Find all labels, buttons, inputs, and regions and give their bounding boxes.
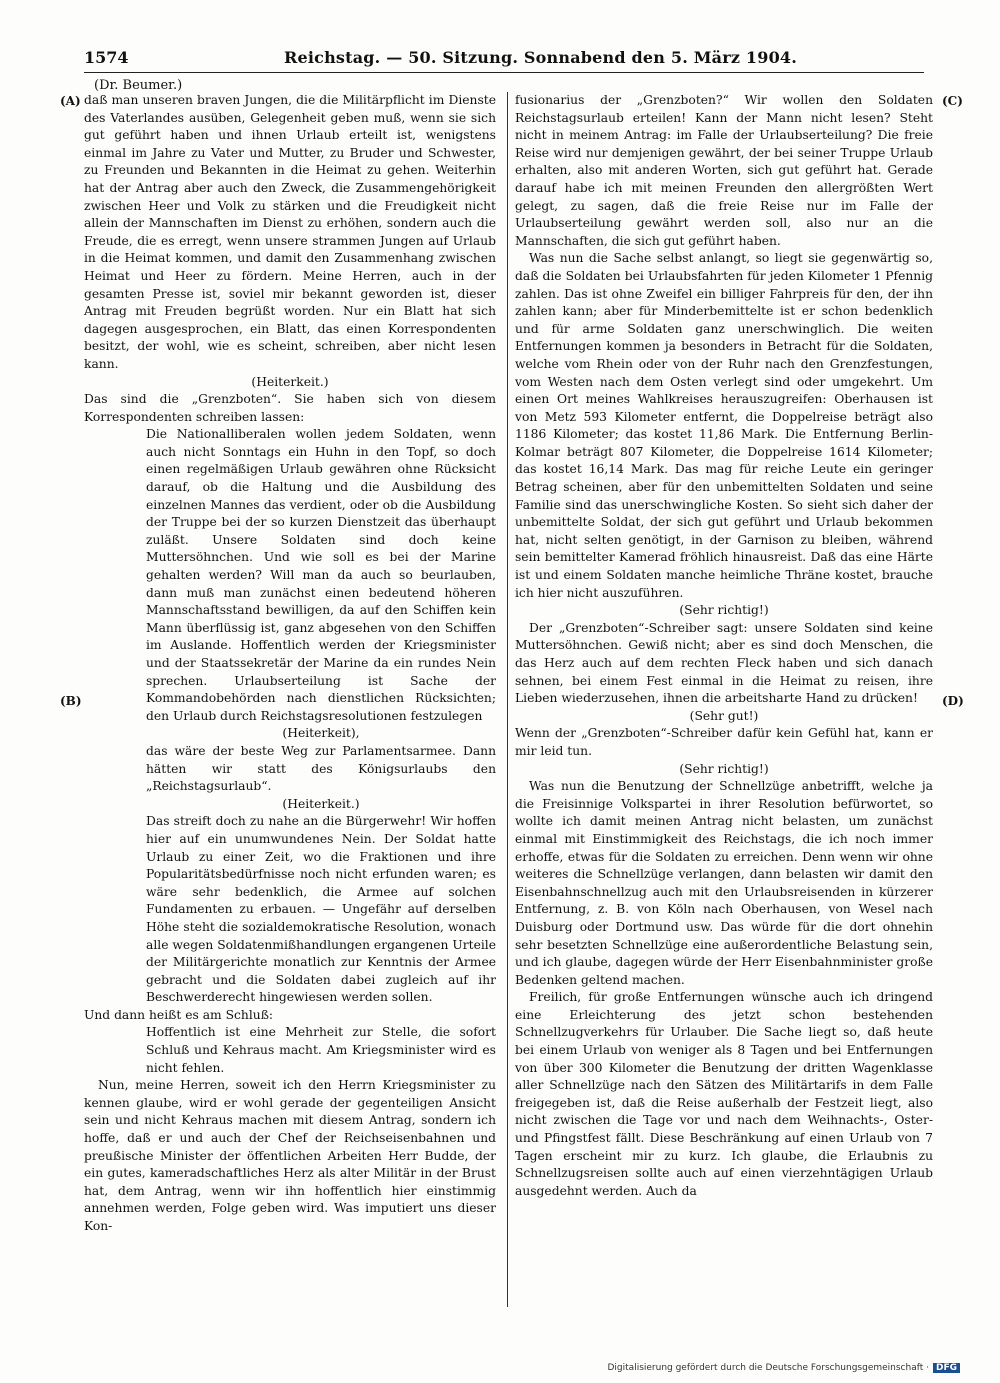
margin-marker-d: (D) <box>942 694 964 708</box>
paragraph: Das sind die „Grenzboten“. Sie haben sich von diesem Korrespondenten schreiben lassen: <box>84 392 496 424</box>
right-column <box>515 92 933 1200</box>
paragraph: fusionarius der „Grenzboten?“ Wir wollen den Soldaten Reichstagsurlaub erteilen! Kann der Mann nicht lesen? Steht nicht in meinem Antrag: im Falle der Urlaubserteilung? Die freie Reise wird nur demjenigen gewährt, der bei seiner Truppe Urlaub erhalten, also mit anderen Worten, sich gut geführt hat. Gerade darauf habe ich mit meinen Freunden den allergrößten Wert gelegt, zu sagen, daß die freie Reise nur im Falle der Urlaubserteilung gewährt werden soll, also nur an die Mannschaften, die sich gut geführt haben. <box>515 93 933 248</box>
reaction-note: (Sehr richtig!) <box>679 603 769 618</box>
running-title: Reichstag. — 50. Sitzung. Sonnabend den 5. März 1904. <box>284 48 798 67</box>
page-number: 1574 <box>84 48 129 67</box>
reaction-note: (Heiterkeit.) <box>251 374 329 389</box>
column-divider <box>507 92 508 1307</box>
paragraph: Was nun die Sache selbst anlangt, so liegt sie gegenwärtig so, daß die Soldaten bei Urlaubsfahrten für jeden Kilometer 1 Pfennig zahlen. Das ist ohne Zweifel ein billiger Fahrpreis für den, der ihn zahlen kann; aber für Minderbemittelte ist er schon bedenklich und für arme Soldaten ganz unerschwinglich. Die weiten Entfernungen kommen ja besonders in Betracht für die Soldaten, welche vom Rhein oder von der Ruhr nach den Grenzfestungen, vom Westen nach dem Osten verlegt sind oder umgekehrt. Um einen Ort meines Wahlkreises herauszugreifen: Oberhausen ist von Metz 593 Kilometer entfernt, die Doppelreise beträgt also 1186 Kilometer; das kostet 11,86 Mark. Die Entfernung Berlin-Kolmar beträgt 807 Kilometer, die Doppelreise 1614 Kilometer; das kostet 16,14 Mark. Das mag für reiche Leute ein geringer Betrag scheinen, aber für den unbemittelten Soldaten und seine Familie sind das unerschwingliche Kosten. So sieht sich daher der unbemittelte Soldat, der sich gut geführt und Urlaub bekommen hat, nicht selten genötigt, in der Garnison zu bleiben, während sein bemittelter Kamerad fröhlich hinausreist. Daß das eine Härte ist und einem Soldaten manche heimliche Thräne kostet, brauche ich hier nicht auszuführen. <box>515 251 933 600</box>
paragraph: Der „Grenzboten“-Schreiber sagt: unsere Soldaten sind keine Muttersöhnchen. Gewiß nicht; aber es sind doch Menschen, die das Herz auch auf dem rechten Fleck haben und sich danach sehnen, bei einem Fest einmal in die Heimat zu reisen, ihre Lieben wiederzusehen, ihnen die arbeitsharte Hand zu drücken! <box>515 620 933 706</box>
reaction-note: (Heiterkeit.) <box>282 796 360 811</box>
footer-credit <box>608 1363 961 1373</box>
margin-marker-a: (A) <box>60 94 81 108</box>
quoted-passage: Das streift doch zu nahe an die Bürgerwehr! Wir hoffen hier auf ein unumwundenes Nein. Der Soldat hatte Urlaub zu einer Zeit, wo die Fraktionen und ihre Popularitätsbedürfnisse noch nicht erfunden waren; es wäre sehr bedenklich, die Armee auf solchen Fundamenten zu erbauen. — Ungefähr auf derselben Höhe steht die sozialdemokratische Resolution, wonach alle wegen Soldatenmißhandlungen ergangenen Urteile der Militärgerichte monatlich zur Kenntnis der Armee gebracht und die Soldaten dabei zugleich auf ihr Beschwerderecht hingewiesen werden sollen. <box>146 814 496 1005</box>
quoted-passage: Die Nationalliberalen wollen jedem Soldaten, wenn auch nicht Sonntags ein Huhn in den Topf, so doch einen regelmäßigen Urlaub gewähren ohne Rücksicht darauf, ob die Haltung und die Ausbildung des einzelnen Mannes das verdient, oder ob die Ausbildung der Truppe bei der so kurzen Dienstzeit das überhaupt zuläßt. Unsere Soldaten sind doch keine Muttersöhnchen. Und wie soll es bei der Marine gehalten werden? Will man da auch so beurlauben, dann muß man zunächst einen bedeutend höheren Mannschaftsstand bewilligen, da auf den Schiffen kein Mann überflüssig ist, ganz abgesehen von den Schiffen im Auslande. Hoffentlich werden der Kriegsminister und der Staatssekretär der Marine da ein rundes Nein sprechen. Urlaubserteilung ist Sache der Kommandobehörden nach dienstlichen Rücksichten; den Urlaub durch Reichstagsresolutionen festzulegen <box>146 427 496 723</box>
speaker-tag: (Dr. Beumer.) <box>94 78 183 93</box>
margin-marker-b: (B) <box>60 694 82 708</box>
footer-credit-text: Digitalisierung gefördert durch die Deutsche Forschungsgemeinschaft · <box>607 1363 929 1373</box>
margin-marker-c: (C) <box>942 94 963 108</box>
reaction-note: (Heiterkeit), <box>282 726 360 741</box>
paragraph: Und dann heißt es am Schluß: <box>84 1007 274 1022</box>
quoted-passage: Hoffentlich ist eine Mehrheit zur Stelle, die sofort Schluß und Kehraus macht. Am Kriegsminister wird es nicht fehlen. <box>146 1025 496 1075</box>
quoted-passage: das wäre der beste Weg zur Parlamentsarmee. Dann hätten wir statt des Königsurlaubs den „Reichstagsurlaub“. <box>146 743 496 794</box>
paragraph: Wenn der „Grenzboten“-Schreiber dafür kein Gefühl hat, kann er mir leid tun. <box>515 726 933 758</box>
paragraph: Freilich, für große Entfernungen wünsche auch ich dringend eine Erleichterung des jetzt schon bestehenden Schnellzugverkehrs für Urlauber. Die Sache liegt so, daß heute bei einem Urlaub von weniger als 8 Tagen und bei Entfernungen von über 300 Kilometer die Benutzung der dritten Wagenklasse aller Schnellzüge nach den Sätzen des Militärtarifs in dem Falle freigegeben ist, daß die Reise außerhalb der Festzeit liegt, also nicht zwischen die Tage vor und nach dem Weihnachts-, Oster- und Pfingstfest fällt. Diese Beschränkung auf einen Urlaub von 7 Tagen erscheint mir zu kurz. Ich glaube, die Erlaubnis zu Schnellzugsreisen sollte auch auf einen vierzehntägigen Urlaub ausgedehnt werden. Auch da <box>515 990 933 1198</box>
left-column <box>84 92 496 1236</box>
paragraph: Nun, meine Herren, soweit ich den Herrn Kriegsminister zu kennen glaube, wird er wohl gerade der gegenteiligen Ansicht sein und nicht Kehraus machen mit diesem Antrag, sondern ich hoffe, daß er und auch der Chef der Reichseisenbahnen und preußische Minister der öffentlichen Arbeiten Herr Budde, der ein gutes, kameradschaftliches Herz als alter Militär in der Brust hat, dem Antrag, wenn wir ihn hoffentlich hier einstimmig annehmen werden, Folge geben wird. Was imputiert uns dieser Kon- <box>84 1078 496 1233</box>
reaction-note: (Sehr gut!) <box>689 708 759 723</box>
paragraph: daß man unseren braven Jungen, die die Militärpflicht im Dienste des Vaterlandes ausüben, Gelegenheit geben muß, wenn sie sich gut geführt haben und ihnen Urlaub erteilt ist, wenigstens einmal im Jahre zu Vater und Mutter, zu Bruder und Schwester, zu Freunden und Bekannten in die Heimat zu gehen. Weiterhin hat der Antrag aber auch den Zweck, die Zusammengehörigkeit zwischen Heer und Volk zu stärken und die Freudigkeit nicht allein der Mannschaften im Dienst zu erhöhen, sondern auch die Freude, die es erregt, wenn unsere strammen Jungen auf Urlaub in die Heimat kommen, und damit den Zusammenhang zwischen Heimat und Heer zu fördern. Meine Herren, auch in der gesamten Presse ist, soviel mir bekannt geworden ist, dieser Antrag mit Freuden begrüßt worden. Nur ein Blatt hat sich dagegen ausgesprochen, ein Blatt, das einen Korrespondenten besitzt, der wohl, wie es scheint, schreiben, aber nicht lesen kann. <box>84 93 496 371</box>
dfg-logo: DFG <box>933 1363 960 1373</box>
page-header <box>84 48 924 73</box>
reaction-note: (Sehr richtig!) <box>679 761 769 776</box>
paragraph: Was nun die Benutzung der Schnellzüge anbetrifft, welche ja die Freisinnige Volkspartei in ihrer Resolution befürwortet, so wollte ich damit meinen Antrag nicht belasten, um zunächst einmal mit Einstimmigkeit des Reichstags, die ich noch immer erhoffe, etwas für die Soldaten zu erreichen. Denn wenn wir ohne weiteres die Schnellzüge verlangen, dann belasten wir damit den Eisenbahnschnellzug auch mit den Urlaubsreisenden in kürzerer Entfernung, z. B. von Köln nach Oberhausen, von Wesel nach Duisburg oder Dortmund usw. Das würde für die dort ohnehin sehr besetzten Schnellzüge eine außerordentliche Belastung sein, und ich glaube, dagegen würde der Herr Eisenbahnminister große Bedenken geltend machen. <box>515 779 933 987</box>
